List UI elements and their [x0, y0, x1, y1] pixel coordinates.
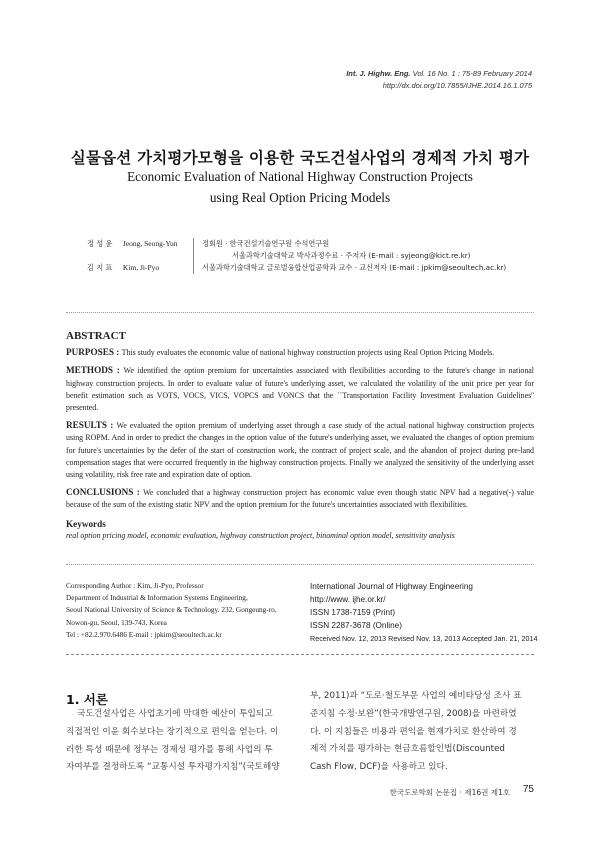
results-label: RESULTS : [66, 420, 117, 431]
journal-url[interactable]: http://www. ijhe.or.kr/ [310, 595, 386, 604]
footer-journal: 한국도로학회 논문집 · 제16권 제1호 [389, 788, 510, 797]
corr-line5: Tel : +82.2.970.6486 E-mail : jpkim@seoultech.ac.kr [66, 629, 222, 639]
author-2-aff-line1: 서울과학기술대학교 글로벌융합산업공학과 교수 · 교신저자 (E-mail : jpkim@seoultech.ac.kr) [202, 263, 507, 272]
journal-info-block [310, 580, 540, 645]
running-header [346, 68, 532, 79]
corr-line3: Seoul National University of Science & Technology. 232, Gongeung-ro, [66, 605, 277, 615]
doi-link[interactable]: http://dx.doi.org/10.7855/IJHE.2014.16.1.075 [382, 81, 532, 90]
author-divider [193, 238, 194, 274]
right-line-1: 부, 2011)과 “도로·철도부문 사업의 예비타당성 조사 표 [310, 691, 522, 701]
received-dates: Received Nov. 12, 2013 Revised Nov. 13, 2013 Accepted Jan. 21, 2014 [310, 634, 538, 643]
left-line-3: 러한 특성 때문에 정부는 경제성 평가를 통해 사업의 투 [66, 744, 273, 755]
abstract-block [66, 330, 534, 542]
conclusions-label: CONCLUSIONS : [66, 487, 144, 498]
right-line-2: 준지침 수정·보완”(한국개발연구원, 2008)을 마련하였 [310, 708, 517, 719]
results-text: We evaluated the option premium of underlying asset through a case study of the actual national highway construction projects using ROPM. And in order to predict the changes in the option value of the future's underlying asset, we evaluated the changes of option premium for future's uncertainties by the defer of the start of construction work, the contract of project scale, and the abandon of project during pre-land compensation stages that were occurred frequently in the highway construction projects. Finally we analyzed the sensitivity of the underlying asset using volatility, risk free rate and expiration date of option. [66, 421, 535, 480]
section-1-title: 1. 서론 [66, 692, 108, 707]
abstract-conclusions [66, 486, 534, 511]
title-korean: 실물옵션 가치평가모형을 이용한 국도건설사업의 경제적 가치 평가 [70, 149, 530, 167]
conclusions-text: We concluded that a highway construction project has economic value even though static NPV had a negative(-) value because of the sum of the existing static NPV and the option premium for the future's uncertainties associated with flexibilities. [66, 488, 534, 510]
keywords-list: real option pricing model, economic evaluation, highway construction project, binominal option model, sensitivity analysis [66, 530, 455, 540]
corr-line1: Corresponding Author : Kim, Ji-Pyo, Professor [66, 581, 204, 590]
section-1-right-column [310, 688, 542, 777]
author-1-affiliation [202, 238, 471, 262]
purposes-label: PURPOSES : [66, 347, 122, 358]
right-line-4: 제적 가치를 평가하는 현금흐름할인법(Discounted [310, 744, 505, 755]
abstract-results [66, 419, 534, 481]
left-line-2: 직접적인 이윤 회수보다는 장기적으로 편익을 얻는다. 이 [66, 726, 279, 737]
keywords-heading: Keywords [66, 518, 106, 529]
issn-print: ISSN 1738-7159 (Print) [310, 608, 396, 617]
methods-text: We identified the option premium for uncertainties associated with flexibilities according to the future's change in national highway construction projects. In order to evaluate value of future's underlying asset, we calculated the volatility of the unit price per year for benefit estimation such as VOTS, VOCS, VICS, VOPCS and VONCS that the ``Transportation Facility Investment Evaluation Guidelines'' presented. [66, 366, 535, 413]
divider-bottom [66, 564, 534, 565]
right-line-3: 다. 이 지침들은 비용과 편익을 현재가치로 환산하여 경 [310, 726, 517, 737]
corr-line2: Department of Industrial & Information Systems Engineering, [66, 593, 248, 603]
left-line-4: 자여부를 결정하도록 “교통시설 투자평가지침”(국토해양 [66, 762, 280, 773]
author-1-aff-line2: 서울과학기술대학교 박사과정수료 · 주저자 (E-mail : syjeong@kict.re.kr) [232, 251, 471, 260]
section-1-left-column [66, 706, 298, 777]
author-1-name-en: Jeong, Seong-Yun [122, 239, 178, 248]
citation: Vol. 16 No. 1 : 75-89 February 2014 [412, 69, 532, 78]
abstract-heading: ABSTRACT [66, 330, 126, 342]
journal-abbrev: Int. J. Highw. Eng. [346, 69, 411, 78]
abstract-purposes [66, 346, 534, 359]
author-2-name-ko: 김 지 표 [87, 263, 113, 272]
author-2-name-en: Kim, Ji-Pyo [122, 263, 160, 272]
author-1 [87, 238, 203, 250]
author-2 [87, 262, 203, 274]
divider-dashed [66, 654, 534, 655]
right-line-5: Cash Flow, DCF)을 사용하고 있다. [310, 762, 448, 773]
divider-top [66, 312, 534, 313]
author-1-aff-line1: 정회원 · 한국건설기술연구원 수석연구원 [202, 239, 330, 248]
title-english-line2: using Real Option Pricing Models [209, 190, 391, 205]
author-1-name-ko: 정 성 윤 [87, 239, 113, 248]
author-2-affiliation [202, 262, 506, 274]
abstract-methods [66, 364, 534, 414]
left-line-1: 국도건설사업은 사업초기에 막대한 예산이 투입되고 [66, 709, 273, 719]
journal-name: International Journal of Highway Engineering [310, 582, 473, 591]
page-number: 75 [522, 784, 534, 795]
title-english-line1: Economic Evaluation of National Highway Construction Projects [127, 169, 473, 184]
correspondence-block [66, 580, 296, 641]
methods-label: METHODS : [66, 365, 124, 376]
purposes-text: This study evaluates the economic value of national highway construction projects using Real Option Pricing Models. [121, 348, 495, 358]
issn-online: ISSN 2287-3678 (Online) [310, 621, 402, 630]
corr-line4: Nowon-gu, Seoul, 139-743, Korea [66, 617, 167, 627]
